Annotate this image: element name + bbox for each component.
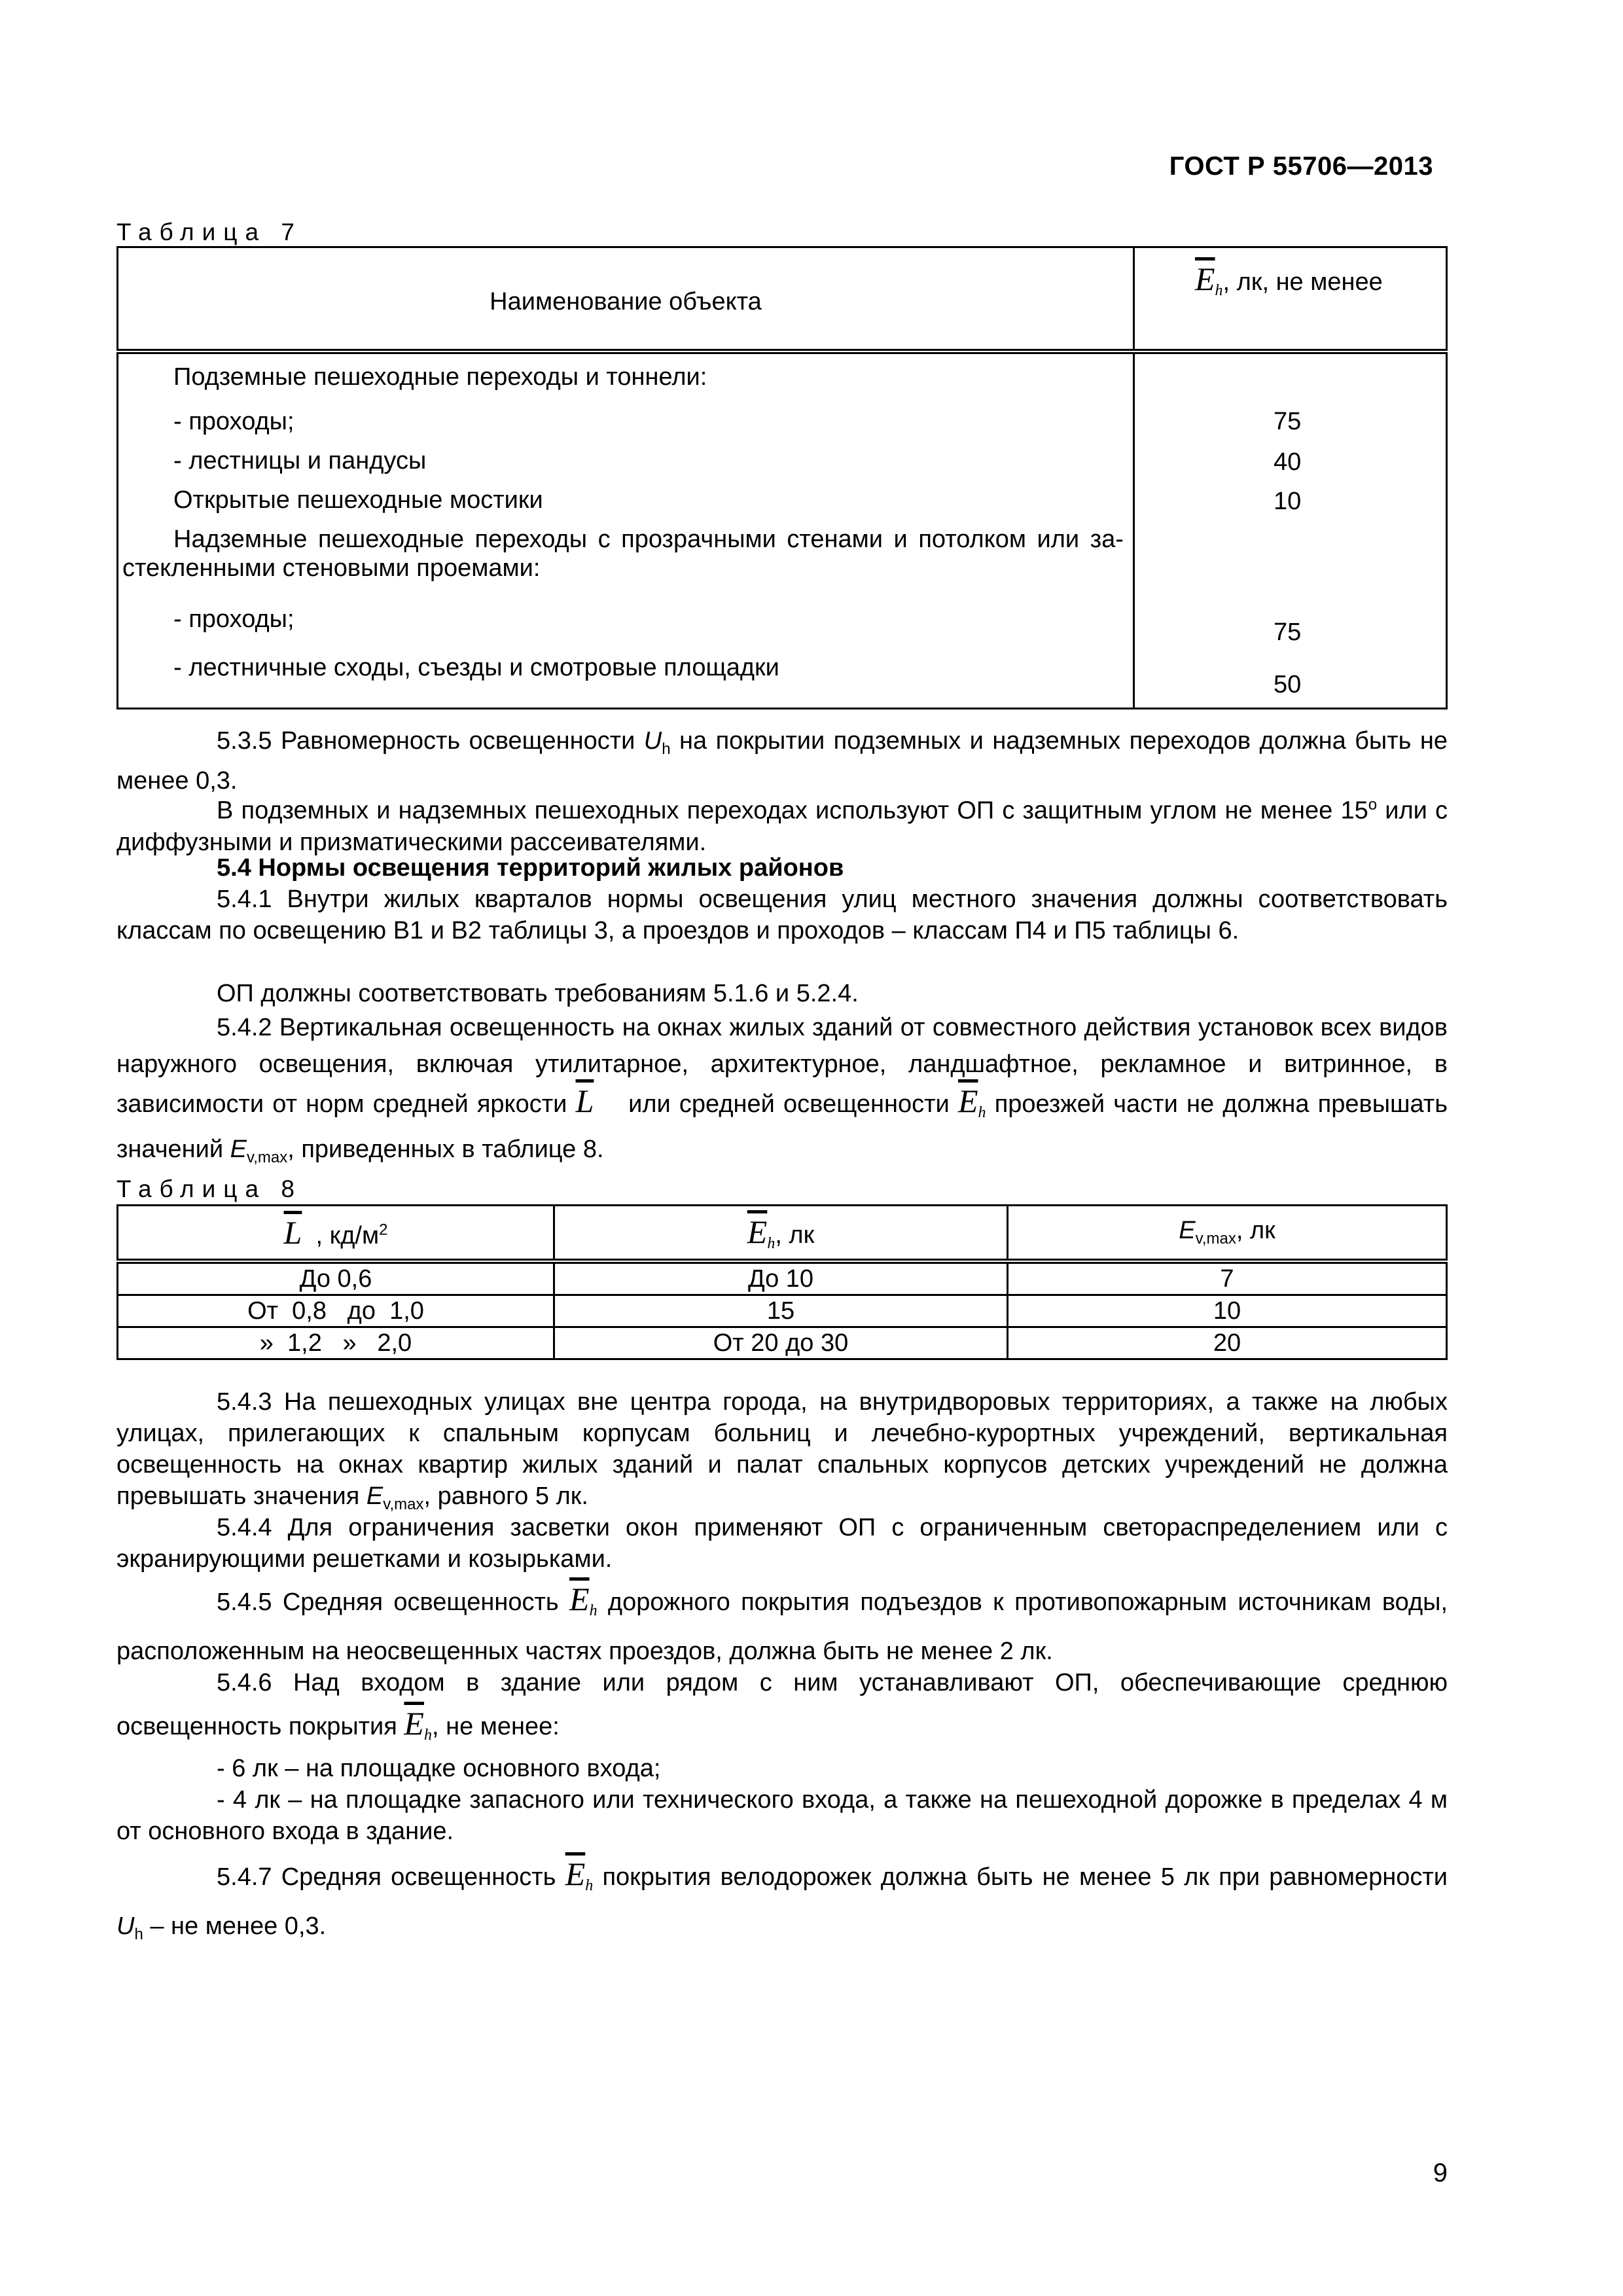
table8-cell: 7: [1008, 1261, 1447, 1295]
table7-row-name: - лестницы и пандусы: [173, 447, 427, 475]
table7-row-value: 10: [1274, 488, 1302, 515]
table7-row-value: 75: [1274, 408, 1302, 435]
table8-cell: 15: [554, 1295, 1008, 1327]
table-row: [118, 1295, 1447, 1327]
table7-col1-header: Наименование объекта: [118, 247, 1134, 352]
paragraph-5-4-6: 5.4.6 Над входом в здание или рядом с ним устанавливают ОП, обеспечивающие среднюю освещенность покрытия $\overline{E}_h$, не менее:: [116, 1669, 1448, 1744]
table8-cell: От 0,8 до 1,0: [118, 1295, 554, 1327]
table8-cell: До 10: [554, 1261, 1008, 1295]
document-code: ГОСТ Р 55706—2013: [1169, 152, 1433, 181]
table7-row-name: - проходы;: [173, 605, 294, 633]
table-row: [118, 1261, 1447, 1295]
table8-cell: » 1,2 » 2,0: [118, 1327, 554, 1359]
paragraph-5-4-2: 5.4.2 Вертикальная освещенность на окнах жилых зданий от совместного действия установок всех видов наружного освещения, включая утилитарное, архитектурное, ландшафтное, рекламное и витринное, в зависимости от норм средней яркости $\overline{L}$ или средней освещенности $\overline{E}_h$ проезжей части не должна превышать значений $E_{v,max}$, приведенных в таблице 8.: [116, 1014, 1448, 1166]
table7-values-cell: [1134, 351, 1447, 709]
paragraph-5-4-1: 5.4.1 Внутри жилых кварталов нормы освещения улиц местного значения должны соответствовать классам по освещению В1 и В2 таблицы 3, а проездов и проходов – классам П4 и П5 таблицы 6.: [116, 886, 1448, 944]
table7-row-name: Открытые пешеходные мостики: [173, 486, 543, 514]
list-item: - 6 лк – на площадке основного входа;: [217, 1755, 661, 1782]
l-symbol: $\overline{L}$: [575, 1083, 594, 1119]
paragraph-5-3-5: 5.3.5 Равномерность освещенности $U_h$ на покрытии подземных и надземных переходов должна быть не менее 0,3.: [116, 727, 1448, 795]
table7-row-name: Надземные пешеходные переходы с прозрачными стенами и потолком или за-: [173, 526, 1124, 553]
paragraph-5-4-7: 5.4.7 Средняя освещенность $\overline{E}_h$ покрытия велодорожек должна быть не менее 5 лк при равномерности $U_h$ – не менее 0,3.: [116, 1856, 1448, 1943]
paragraph-5-3-5-second: В подземных и надземных пешеходных переходах используют ОП с защитным углом не менее 15$^o$ или с диффузными и призматическими рассеивателями.: [116, 796, 1448, 856]
table7-col2-header: $\overline{E}_h$, лк, не менее: [1134, 247, 1447, 352]
section-heading-5-4: 5.4 Нормы освещения территорий жилых районов: [217, 854, 844, 882]
paragraph-5-4-4: 5.4.4 Для ограничения засветки окон применяют ОП с ограниченным светораспределением или с экранирующими решетками и козырьками.: [116, 1514, 1448, 1573]
table7-row-value: 40: [1274, 448, 1302, 476]
table8-caption: Таблица 8: [116, 1175, 302, 1202]
table8-cell: 20: [1008, 1327, 1447, 1359]
e-h-symbol: $\overline{E}$: [957, 1083, 978, 1119]
table7-caption: Таблица 7: [116, 219, 302, 245]
table8-header-luminance: $\overline{L}$ , $кд/м^2$: [118, 1206, 554, 1262]
table8-cell: От 20 до 30: [554, 1327, 1008, 1359]
table8-header-ev-max: $E_{v,max}$, лк: [1008, 1206, 1447, 1262]
table7-row-name: Подземные пешеходные переходы и тоннели:: [173, 363, 707, 391]
table7-row-value: 75: [1274, 619, 1302, 646]
paragraph-5-4-3: 5.4.3 На пешеходных улицах вне центра города, на внутридворовых территориях, а также на любых улицах, прилегающих к спальным корпусам больниц и лечебно-курортных учреждений, вертикальная освещенность на окнах квартир жилых зданий и палат спальных корпусов детских учреждений не должна превышать значения $E_{v,max}$, равного 5 лк.: [116, 1388, 1448, 1513]
paragraph-5-4-1-second: ОП должны соответствовать требованиям 5.1.6 и 5.2.4.: [217, 980, 859, 1007]
e-h-symbol: $\overline{E}$: [1195, 260, 1215, 297]
table8-header-illuminance: $\overline{E}_h$, лк: [554, 1206, 1008, 1262]
table7-row-name: - лестничные сходы, съезды и смотровые площадки: [173, 654, 779, 681]
table-row: [118, 1327, 1447, 1359]
table7-names-cell: [118, 351, 1134, 709]
table7-row-name: - проходы;: [173, 408, 294, 435]
page-number: 9: [1433, 2159, 1448, 2187]
list-item: - 4 лк – на площадке запасного или технического входа, а также на пешеходной дорожке в пределах 4 м от основного входа в здание.: [116, 1786, 1448, 1845]
table7-row-name: стекленными стеновыми проемами:: [122, 554, 541, 582]
paragraph-5-4-5: 5.4.5 Средняя освещенность $\overline{E}_h$ дорожного покрытия подъездов к противопожарным источникам воды, расположенным на неосвещенных частях проездов, должна быть не менее 2 лк.: [116, 1581, 1448, 1665]
table8-cell: 10: [1008, 1295, 1447, 1327]
table7: [116, 246, 1448, 709]
table8-cell: До 0,6: [118, 1261, 554, 1295]
table8: [116, 1204, 1448, 1360]
table7-row-value: 50: [1274, 671, 1302, 698]
